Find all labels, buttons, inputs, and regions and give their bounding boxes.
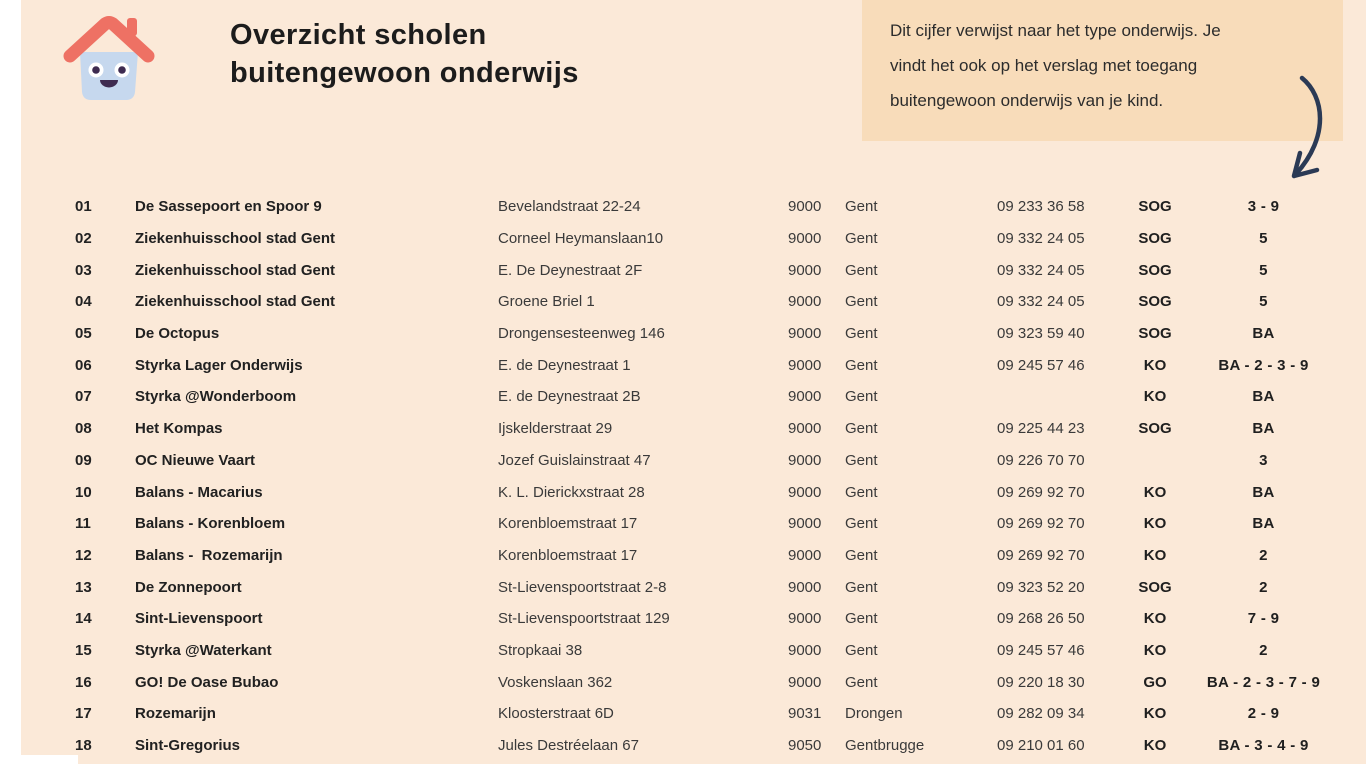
city: Gent bbox=[845, 388, 878, 406]
education-types: 3 bbox=[1259, 451, 1268, 469]
note-callout bbox=[862, 0, 1343, 141]
phone-number: 09 268 26 50 bbox=[997, 610, 1085, 628]
education-types: BA - 3 - 4 - 9 bbox=[1218, 737, 1309, 755]
street-address: St-Lievenspoortstraat 2-8 bbox=[498, 578, 667, 596]
table-row bbox=[0, 445, 1366, 477]
postal-code: 9000 bbox=[788, 420, 822, 438]
phone-number: 09 323 59 40 bbox=[997, 325, 1085, 343]
postal-code: 9000 bbox=[788, 483, 822, 501]
school-network-code: KO bbox=[1143, 546, 1167, 564]
education-types: 3 - 9 bbox=[1247, 198, 1280, 216]
city: Gent bbox=[845, 673, 878, 691]
table-row bbox=[0, 730, 1366, 762]
row-number: 11 bbox=[75, 515, 91, 533]
row-number: 12 bbox=[75, 546, 92, 564]
education-types: BA bbox=[1252, 515, 1275, 533]
school-network-code: SOG bbox=[1138, 198, 1172, 216]
postal-code: 9000 bbox=[788, 388, 822, 406]
education-types: BA - 2 - 3 - 9 bbox=[1218, 356, 1309, 374]
school-name: Ziekenhuisschool stad Gent bbox=[135, 293, 336, 311]
table-row bbox=[0, 413, 1366, 445]
postal-code: 9000 bbox=[788, 610, 822, 628]
street-address: K. L. Dierickxstraat 28 bbox=[498, 483, 645, 501]
school-name: De Octopus bbox=[135, 325, 220, 343]
phone-number: 09 269 92 70 bbox=[997, 515, 1085, 533]
city: Gent bbox=[845, 293, 878, 311]
street-address: Ijskelderstraat 29 bbox=[498, 420, 613, 438]
street-address: Korenbloemstraat 17 bbox=[498, 546, 638, 564]
postal-code: 9000 bbox=[788, 578, 822, 596]
phone-number: 09 220 18 30 bbox=[997, 673, 1085, 691]
city: Gent bbox=[845, 420, 878, 438]
street-address: Jules Destréelaan 67 bbox=[498, 737, 639, 755]
school-network-code: SOG bbox=[1138, 261, 1172, 279]
postal-code: 9000 bbox=[788, 546, 822, 564]
postal-code: 9000 bbox=[788, 673, 822, 691]
education-types: BA bbox=[1252, 483, 1275, 501]
education-types: 5 bbox=[1259, 293, 1268, 311]
school-name: OC Nieuwe Vaart bbox=[135, 451, 256, 469]
education-types: 2 bbox=[1259, 546, 1268, 564]
curved-down-arrow-icon bbox=[1272, 70, 1342, 190]
street-address: Bevelandstraat 22-24 bbox=[498, 198, 641, 216]
postal-code: 9000 bbox=[788, 198, 822, 216]
postal-code: 9000 bbox=[788, 230, 822, 248]
phone-number: 09 332 24 05 bbox=[997, 230, 1085, 248]
phone-number: 09 269 92 70 bbox=[997, 483, 1085, 501]
city: Gent bbox=[845, 578, 878, 596]
school-name: Balans - Korenbloem bbox=[135, 515, 286, 533]
postal-code: 9050 bbox=[788, 737, 822, 755]
row-number: 10 bbox=[75, 483, 92, 501]
school-name: Ziekenhuisschool stad Gent bbox=[135, 261, 336, 279]
school-name: De Zonnepoort bbox=[135, 578, 242, 596]
street-address: Kloosterstraat 6D bbox=[498, 705, 614, 723]
education-types: 5 bbox=[1259, 261, 1268, 279]
house-icon-svg bbox=[58, 12, 160, 108]
page-title bbox=[230, 16, 579, 92]
table-row bbox=[0, 318, 1366, 350]
phone-number: 09 226 70 70 bbox=[997, 451, 1085, 469]
phone-number: 09 269 92 70 bbox=[997, 546, 1085, 564]
table-row bbox=[0, 508, 1366, 540]
school-name: Het Kompas bbox=[135, 420, 223, 438]
city: Gent bbox=[845, 546, 878, 564]
school-network-code: KO bbox=[1143, 610, 1167, 628]
school-network-code: SOG bbox=[1138, 325, 1172, 343]
education-types: 5 bbox=[1259, 230, 1268, 248]
school-network-code: KO bbox=[1143, 737, 1167, 755]
city: Gent bbox=[845, 641, 878, 659]
postal-code: 9000 bbox=[788, 293, 822, 311]
page-edge-notch bbox=[21, 755, 78, 764]
school-name: Rozemarijn bbox=[135, 705, 216, 723]
street-address: E. de Deynestraat 1 bbox=[498, 356, 631, 374]
row-number: 17 bbox=[75, 705, 92, 723]
street-address: Stropkaai 38 bbox=[498, 641, 583, 659]
row-number: 04 bbox=[75, 293, 92, 311]
street-address: Drongensesteenweg 146 bbox=[498, 325, 665, 343]
table-row bbox=[0, 254, 1366, 286]
table-row bbox=[0, 540, 1366, 572]
school-name: Sint-Gregorius bbox=[135, 737, 241, 755]
city: Gent bbox=[845, 515, 878, 533]
school-network-code: SOG bbox=[1138, 420, 1172, 438]
city: Gent bbox=[845, 198, 878, 216]
row-number: 01 bbox=[75, 198, 92, 216]
note-text-line: buitengewoon onderwijs van je kind. bbox=[890, 91, 1164, 110]
table-row bbox=[0, 635, 1366, 667]
table-row bbox=[0, 698, 1366, 730]
education-types: BA bbox=[1252, 388, 1275, 406]
school-name: Styrka @Wonderboom bbox=[135, 388, 297, 406]
street-address: Korenbloemstraat 17 bbox=[498, 515, 638, 533]
phone-number: 09 210 01 60 bbox=[997, 737, 1085, 755]
phone-number: 09 225 44 23 bbox=[997, 420, 1085, 438]
phone-number: 09 332 24 05 bbox=[997, 261, 1085, 279]
school-network-code: GO bbox=[1143, 673, 1167, 691]
phone-number: 09 233 36 58 bbox=[997, 198, 1085, 216]
table-row bbox=[0, 223, 1366, 255]
row-number: 05 bbox=[75, 325, 92, 343]
city: Gent bbox=[845, 230, 878, 248]
page-title-line2: buitengewoon onderwijs bbox=[230, 57, 579, 89]
postal-code: 9000 bbox=[788, 451, 822, 469]
school-network-code: KO bbox=[1143, 356, 1167, 374]
school-network-code: KO bbox=[1143, 483, 1167, 501]
row-number: 09 bbox=[75, 451, 92, 469]
school-network-code: KO bbox=[1143, 515, 1167, 533]
street-address: Corneel Heymanslaan10 bbox=[498, 230, 664, 248]
city: Gent bbox=[845, 610, 878, 628]
school-network-code: SOG bbox=[1138, 578, 1172, 596]
note-text-line: vindt het ook op het verslag met toegang bbox=[890, 56, 1198, 75]
school-name: GO! De Oase Bubao bbox=[135, 673, 279, 691]
postal-code: 9000 bbox=[788, 356, 822, 374]
school-name: Ziekenhuisschool stad Gent bbox=[135, 230, 336, 248]
note-text-line: Dit cijfer verwijst naar het type onderwijs. Je bbox=[890, 21, 1221, 40]
school-network-code: KO bbox=[1143, 641, 1167, 659]
table-row bbox=[0, 476, 1366, 508]
street-address: Jozef Guislainstraat 47 bbox=[498, 451, 651, 469]
postal-code: 9000 bbox=[788, 515, 822, 533]
postal-code: 9000 bbox=[788, 325, 822, 343]
education-types: 2 bbox=[1259, 578, 1268, 596]
city: Gent bbox=[845, 356, 878, 374]
row-number: 07 bbox=[75, 388, 92, 406]
city: Drongen bbox=[845, 705, 903, 723]
school-name: Sint-Lievenspoort bbox=[135, 610, 263, 628]
table-row bbox=[0, 571, 1366, 603]
row-number: 08 bbox=[75, 420, 92, 438]
school-name: De Sassepoort en Spoor 9 bbox=[135, 198, 322, 216]
phone-number: 09 245 57 46 bbox=[997, 356, 1085, 374]
street-address: Groene Briel 1 bbox=[498, 293, 595, 311]
postal-code: 9000 bbox=[788, 261, 822, 279]
city: Gent bbox=[845, 483, 878, 501]
row-number: 16 bbox=[75, 673, 92, 691]
table-row bbox=[0, 286, 1366, 318]
city: Gent bbox=[845, 451, 878, 469]
school-network-code: KO bbox=[1143, 388, 1167, 406]
city: Gentbrugge bbox=[845, 737, 925, 755]
school-network-code: SOG bbox=[1138, 230, 1172, 248]
page-title-line1: Overzicht scholen bbox=[230, 19, 487, 51]
school-network-code: KO bbox=[1143, 705, 1167, 723]
phone-number: 09 245 57 46 bbox=[997, 641, 1085, 659]
phone-number: 09 332 24 05 bbox=[997, 293, 1085, 311]
school-name: Balans - Macarius bbox=[135, 483, 263, 501]
table-row bbox=[0, 603, 1366, 635]
street-address: St-Lievenspoortstraat 129 bbox=[498, 610, 670, 628]
row-number: 15 bbox=[75, 641, 92, 659]
education-types: BA - 2 - 3 - 7 - 9 bbox=[1206, 673, 1321, 691]
school-name: Styrka @Waterkant bbox=[135, 641, 272, 659]
table-row bbox=[0, 381, 1366, 413]
table-row bbox=[0, 666, 1366, 698]
street-address: Voskenslaan 362 bbox=[498, 673, 613, 691]
postal-code: 9000 bbox=[788, 641, 822, 659]
house-icon bbox=[58, 12, 160, 108]
education-types: 2 bbox=[1259, 641, 1268, 659]
school-table bbox=[0, 191, 1366, 761]
school-network-code: SOG bbox=[1138, 293, 1172, 311]
row-number: 13 bbox=[75, 578, 92, 596]
row-number: 14 bbox=[75, 610, 92, 628]
school-name: Styrka Lager Onderwijs bbox=[135, 356, 303, 374]
table-row bbox=[0, 191, 1366, 223]
phone-number: 09 282 09 34 bbox=[997, 705, 1085, 723]
school-name: Balans - Rozemarijn bbox=[135, 546, 283, 564]
city: Gent bbox=[845, 261, 878, 279]
education-types: 2 - 9 bbox=[1247, 705, 1280, 723]
phone-number: 09 323 52 20 bbox=[997, 578, 1085, 596]
education-types: 7 - 9 bbox=[1247, 610, 1280, 628]
education-types: BA bbox=[1252, 420, 1275, 438]
row-number: 02 bbox=[75, 230, 92, 248]
street-address: E. de Deynestraat 2B bbox=[498, 388, 641, 406]
row-number: 18 bbox=[75, 737, 92, 755]
education-types: BA bbox=[1252, 325, 1275, 343]
table-row bbox=[0, 349, 1366, 381]
street-address: E. De Deynestraat 2F bbox=[498, 261, 643, 279]
row-number: 03 bbox=[75, 261, 92, 279]
postal-code: 9031 bbox=[788, 705, 822, 723]
city: Gent bbox=[845, 325, 878, 343]
row-number: 06 bbox=[75, 356, 92, 374]
